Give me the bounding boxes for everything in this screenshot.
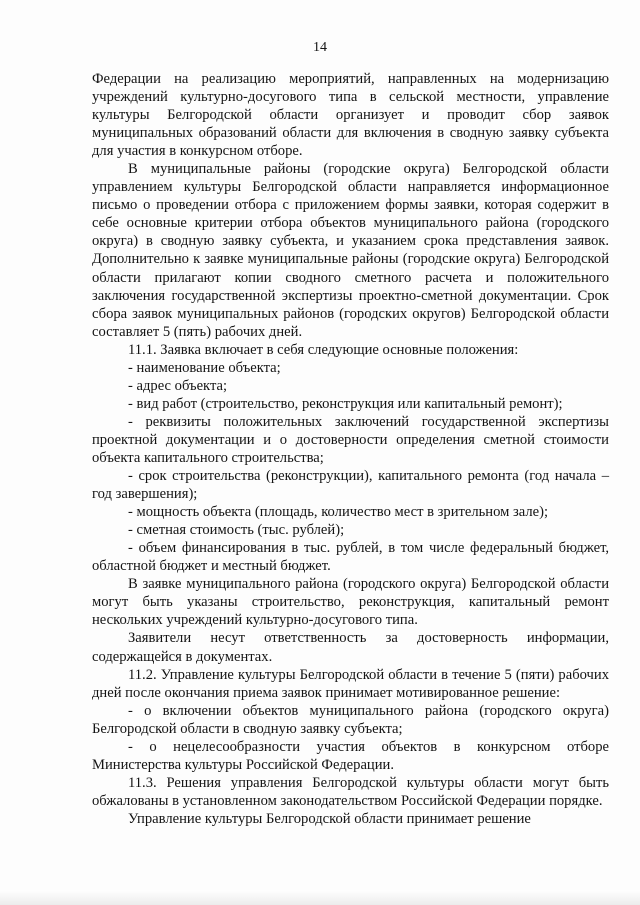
paragraph: Управление культуры Белгородской области принимает решение xyxy=(128,810,531,827)
paragraph: 11.1. Заявка включает в себя следующие основные положения: xyxy=(128,341,519,358)
list-item: - о нецелесообразности участия объектов в конкурсном отборе Министерства культуры Российской Федерации. xyxy=(92,738,609,773)
scan-bottom-edge xyxy=(0,890,640,905)
paragraph: Федерации на реализацию мероприятий, направленных на модернизацию учреждений культурно-досугового типа в сельской местности, управление культуры Белгородской области организует и проводит сбор заявок муниципальных образований области для включения в сводную заявку субъекта для участия в конкурсном отборе. xyxy=(92,71,609,160)
list-item: - адрес объекта; xyxy=(128,377,228,394)
list-item: - вид работ (строительство, реконструкция или капитальный ремонт); xyxy=(128,395,563,412)
paragraph: В заявке муниципального района (городского округа) Белгородской области могут быть указаны строительство, реконструкция, капитальный ремонт нескольких учреждений культурно-досугового типа. xyxy=(92,576,609,629)
paragraph: 11.2. Управление культуры Белгородской области в течение 5 (пяти) рабочих дней после окончания приема заявок принимает мотивированное решение: xyxy=(92,666,609,701)
list-item: - сметная стоимость (тыс. рублей); xyxy=(128,522,345,539)
document-body xyxy=(92,70,609,828)
list-item: - объем финансирования в тыс. рублей, в том числе федеральный бюджет, областной бюджет и местный бюджет. xyxy=(92,540,609,575)
list-item: - реквизиты положительных заключений государственной экспертизы проектной документации и о достоверности определения сметной стоимости объекта капитального строительства; xyxy=(92,413,609,466)
paragraph: Заявители несут ответственность за достоверность информации, содержащейся в документах. xyxy=(92,630,609,665)
paragraph: В муниципальные районы (городские округа) Белгородской области управлением культуры Белгородской области направляется информационное письмо о проведении отбора с приложением формы заявки, которая содержит в себе основные критерии отбора объектов муниципального района (городского округа) в сводную заявку субъекта, и указанием срока представления заявок. Дополнительно к заявке муниципальные районы (городские округа) Белгородской области прилагают копии сводного сметного расчета и положительного заключения государственной экспертизы проектно-сметной документации. Срок сбора заявок муниципальных районов (городских округов) Белгородской области составляет 5 (пять) рабочих дней. xyxy=(92,161,609,340)
list-item: - о включении объектов муниципального района (городского округа) Белгородской области в сводную заявку субъекта; xyxy=(92,702,609,737)
list-item: - мощность объекта (площадь, количество мест в зрительном зале); xyxy=(128,504,549,521)
page-number: 14 xyxy=(313,40,327,55)
paragraph: 11.3. Решения управления Белгородской культуры области могут быть обжалованы в установленном законодательством Российской Федерации порядке. xyxy=(92,774,609,809)
list-item: - срок строительства (реконструкции), капитального ремонта (год начала – год завершения); xyxy=(92,468,609,503)
list-item: - наименование объекта; xyxy=(128,359,281,376)
